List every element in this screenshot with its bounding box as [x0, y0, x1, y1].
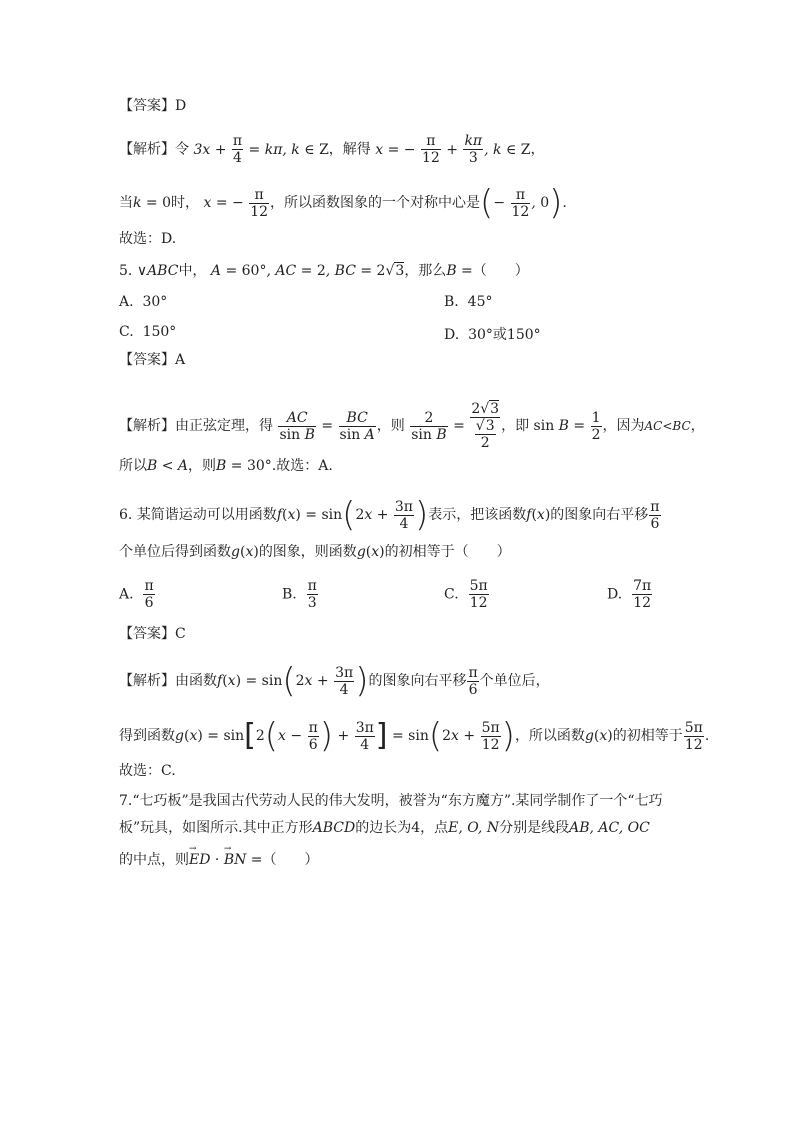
- analysis-tag: 【解析】: [119, 418, 175, 434]
- formula: f(x) = sin(2x + $\frac{3\pi}{4}$ ): [276, 495, 429, 535]
- answer-4: 【答案】D: [119, 98, 187, 114]
- formula: $\frac{\pi}{6}$: [468, 664, 478, 698]
- analysis-4: 【解析】令 3x + $\frac{\pi}{4}$ = kπ, k ∈ Z，解得 x = − $\frac{\pi}{12}$ + $\frac{k\pi}{3}$ , k ∈ Z，: [119, 133, 545, 166]
- option-5c[interactable]: C. 150°: [119, 324, 177, 340]
- formula: g(x): [584, 728, 613, 744]
- option-6d[interactable]: D. $\frac{7\pi}{12}$: [607, 578, 652, 611]
- formula: x = − $\frac{\pi}{12}$: [203, 186, 269, 220]
- answer-6: 【答案】C: [119, 626, 186, 642]
- formula: x = − $\frac{\pi}{12}$ + $\frac{k\pi}{3}$ , k ∈ Z: [375, 133, 531, 166]
- analysis-4-when: 当k = 0时， x = − $\frac{\pi}{12}$ ，所以函数图象的一个对称中心是(− $\frac{\pi}{12}$ , 0).: [119, 183, 567, 223]
- formula: f(x) = sin(2x + $\frac{3\pi}{4}$ ): [217, 661, 369, 701]
- select-6: 故选：C.: [119, 763, 176, 779]
- formula: → ED · → BN =: [189, 852, 263, 868]
- option-6b[interactable]: B. $\frac{\pi}{3}$: [282, 578, 317, 611]
- formula: ∨ABC: [136, 263, 179, 279]
- formula: B =: [446, 263, 473, 279]
- question-6-cont: 个单位后得到函数g(x)的图象，则函数g(x)的初相等于（ ）: [119, 544, 511, 560]
- formula: sin B = $\frac{1}{2}$: [533, 409, 601, 443]
- formula: AB, AC, OC: [569, 820, 650, 836]
- analysis-5-so: 所以B < A，则B = 30°.故选：A.: [119, 458, 333, 474]
- analysis-6-got: 得到函数g(x) = sin[2(x − $\frac{\pi}{6}$ ) + $\frac{3\pi}{4}$ ] = sin(2x + $\frac{5\pi}{12}$ )，所以函数g(x)的初相等于 $\frac{5\pi}{12}$ .: [119, 716, 710, 756]
- analysis-tag: 【解析】: [119, 141, 175, 158]
- formula: g(x) = sin[2(x − $\frac{\pi}{6}$ ) + $\frac{3\pi}{4}$ ] = sin(2x + $\frac{5\pi}{12}$ ): [175, 716, 515, 756]
- formula: g(x): [356, 544, 385, 560]
- question-7-line2: 板”玩具，如图所示.其中正方形ABCD的边长为4，点E, O, N分别是线段AB, AC, OC: [119, 820, 650, 836]
- formula: g(x): [231, 544, 259, 560]
- option-6a[interactable]: A. $\frac{\pi}{6}$: [119, 578, 154, 611]
- answer-5: 【答案】A: [119, 352, 186, 368]
- formula: (− $\frac{\pi}{12}$ , 0).: [480, 183, 567, 223]
- formula: f(x): [526, 507, 551, 523]
- formula: $\frac{AC}{\text{sin B}}$ = $\frac{BC}{\text{sin A}}$: [279, 409, 375, 443]
- formula: B = 30°: [216, 458, 272, 474]
- option-6c[interactable]: C. $\frac{5\pi}{12}$: [444, 578, 488, 611]
- formula: AC<BC: [644, 419, 691, 433]
- formula: A = 60°, AC = 2, BC = 2√3: [210, 263, 405, 279]
- formula: ABCD: [312, 820, 356, 836]
- formula: E, O, N: [448, 820, 500, 836]
- select-4: 故选：D.: [119, 231, 177, 247]
- formula: k = 0: [133, 195, 172, 211]
- formula: B < A: [147, 458, 189, 474]
- formula: $\frac{2}{\text{sin B}}$ = $\frac{2√3}{\frac{√3}{2}}$: [411, 401, 500, 451]
- formula: $\frac{5\pi}{12}$ .: [684, 719, 710, 753]
- formula: 3x + $\frac{\pi}{4}$ = kπ, k ∈ Z: [193, 133, 329, 166]
- option-5a[interactable]: A. 30°: [119, 294, 168, 310]
- option-5b[interactable]: B. 45°: [444, 294, 493, 310]
- option-5d[interactable]: D. 30°或150°: [444, 327, 541, 343]
- question-7-line1: 7.“七巧板”是我国古代劳动人民的伟大发明，被誉为“东方魔方”.某同学制作了一个“七巧: [119, 793, 663, 809]
- formula: $\frac{\pi}{6}$: [650, 498, 660, 532]
- question-7-line3: 的中点，则→ ED · → BN =（ ）: [119, 851, 319, 869]
- question-6: 6. 某简谐运动可以用函数f(x) = sin(2x + $\frac{3\pi}{4}$ )表示，把该函数f(x)的图象向右平移 $\frac{\pi}{6}$: [119, 495, 660, 535]
- analysis-tag: 【解析】: [119, 673, 175, 689]
- analysis-5: 【解析】由正弦定理，得 $\frac{AC}{\text{sin B}}$ = $\frac{BC}{\text{sin A}}$ ，则 $\frac{2}{\text{sin B}}$ = $\frac{2√3}{\frac{√3}{2}}$ ，即 sin B = $\frac{1}{2}$ ，因为AC<BC，: [119, 401, 705, 451]
- question-5: 5. ∨ABC中， A = 60°, AC = 2, BC = 2√3，那么B =（ ）: [119, 263, 529, 279]
- analysis-6: 【解析】由函数f(x) = sin(2x + $\frac{3\pi}{4}$ )的图象向右平移 $\frac{\pi}{6}$ 个单位后，: [119, 661, 550, 701]
